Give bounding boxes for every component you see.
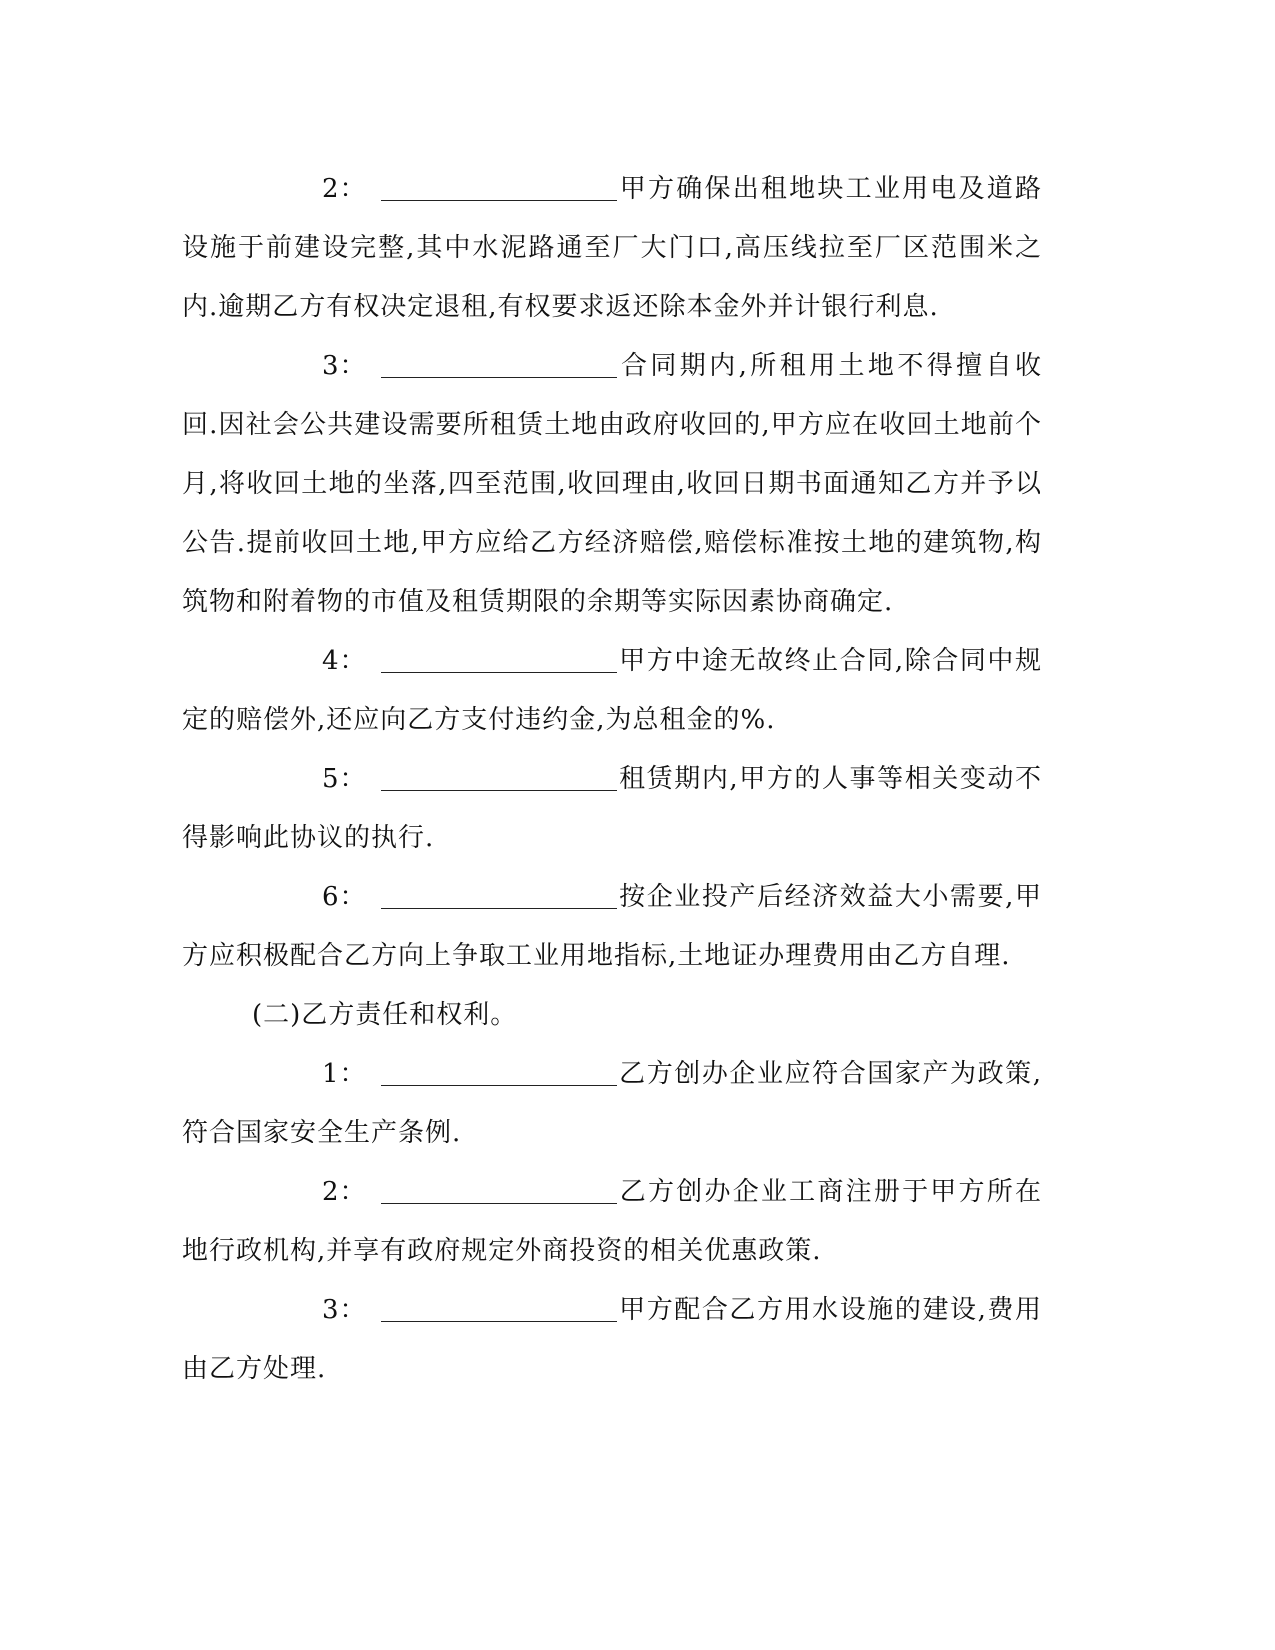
clause-number: 6： (322, 882, 367, 912)
clause-a-6 (182, 868, 1042, 986)
fill-in-blank (381, 646, 617, 673)
clause-number: 1： (322, 1059, 367, 1089)
clause-text: 甲方中途无故终止合同,除合同中规定的赔偿外,还应向乙方支付违约金,为总租金的%. (182, 646, 1042, 735)
clause-a-5 (182, 750, 1042, 868)
fill-in-blank (381, 1295, 617, 1322)
clause-text: 乙方创办企业应符合国家产为政策,符合国家安全生产条例. (182, 1059, 1042, 1148)
clause-text: 合同期内,所租用土地不得擅自收回.因社会公共建设需要所租赁土地由政府收回的,甲方应在收回土地前个月,将收回土地的坐落,四至范围,收回理由,收回日期书面通知乙方并予以公告.提前收回土地,甲方应给乙方经济赔偿,赔偿标准按土地的建筑物,构筑物和附着物的市值及租赁期限的余期等实际因素协商确定. (182, 351, 1042, 617)
clause-text: 租赁期内,甲方的人事等相关变动不得影响此协议的执行. (182, 764, 1042, 853)
clause-number: 2： (322, 1177, 367, 1207)
clause-number: 3： (322, 351, 367, 381)
clause-text: 甲方配合乙方用水设施的建设,费用由乙方处理. (182, 1295, 1042, 1384)
fill-in-blank (381, 882, 617, 909)
clause-text: 乙方创办企业工商注册于甲方所在地行政机构,并享有政府规定外商投资的相关优惠政策. (182, 1177, 1042, 1266)
clause-b-1 (182, 1045, 1042, 1163)
section-b-heading: (二)乙方责任和权利。 (252, 1000, 518, 1030)
clause-a-4 (182, 632, 1042, 750)
clause-a-3 (182, 337, 1042, 632)
fill-in-blank (381, 1177, 617, 1204)
clause-number: 5： (322, 764, 367, 794)
clause-b-3 (182, 1281, 1042, 1399)
clause-text: 按企业投产后经济效益大小需要,甲方应积极配合乙方向上争取工业用地指标,土地证办理费用由乙方自理. (182, 882, 1042, 971)
clause-number: 3： (322, 1295, 367, 1325)
clause-number: 2： (322, 174, 367, 204)
clause-b-2 (182, 1163, 1042, 1281)
clause-number: 4： (322, 646, 367, 676)
clause-text: 甲方确保出租地块工业用电及道路设施于前建设完整,其中水泥路通至厂大门口,高压线拉至厂区范围米之内.逾期乙方有权决定退租,有权要求返还除本金外并计银行利息. (182, 174, 1042, 322)
fill-in-blank (381, 174, 617, 201)
fill-in-blank (381, 764, 617, 791)
clause-a-2 (182, 160, 1042, 337)
fill-in-blank (381, 1059, 617, 1086)
document-body (182, 160, 1042, 1399)
fill-in-blank (381, 351, 617, 378)
